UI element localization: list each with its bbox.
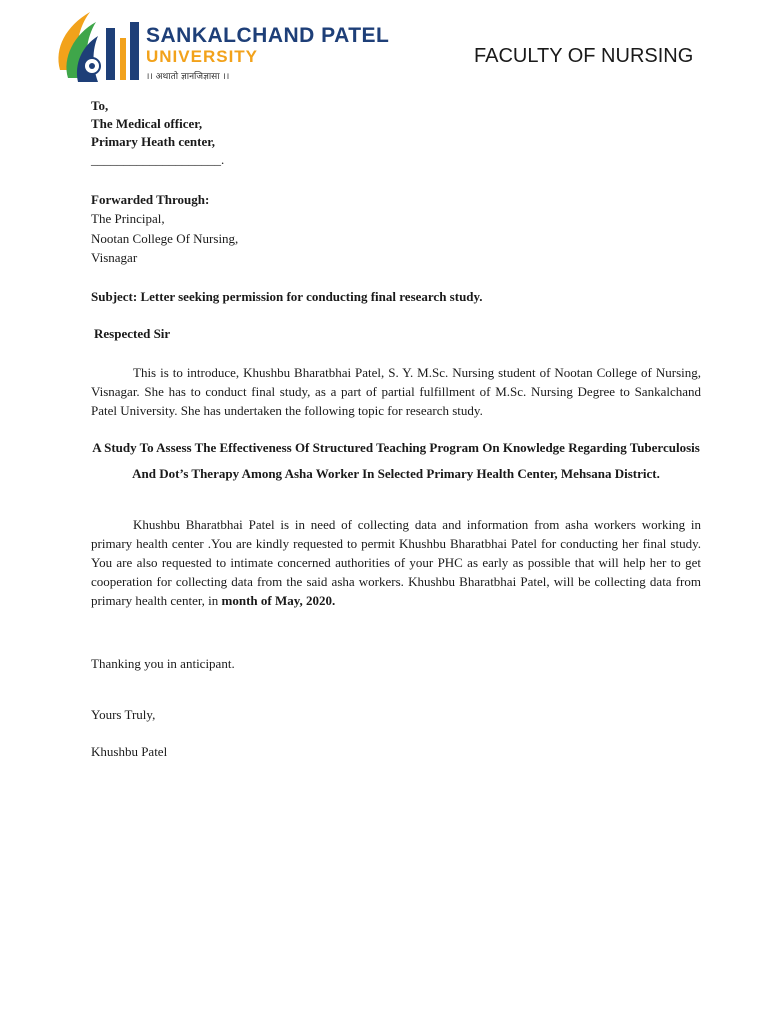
address-institution: Primary Heath center, <box>91 134 216 149</box>
university-name-line1: SANKALCHAND PATEL <box>146 24 390 47</box>
address-to: To, <box>91 98 109 113</box>
forwarded-line1: The Principal, <box>91 211 165 226</box>
forwarded-line2: Nootan College Of Nursing, <box>91 231 239 246</box>
address-blank-line: ____________________. <box>91 152 225 167</box>
request-date: month of May, 2020. <box>221 593 336 608</box>
address-recipient: The Medical officer, <box>91 116 203 131</box>
intro-paragraph: This is to introduce, Khushbu Bharatbhai Patel, S. Y. M.Sc. Nursing student of Nootan College of Nursing, Visnagar. She has to conduct final study, as a part of partial fulfillment of M.Sc. Nursing Degree to Sankalchand Patel University. She has undertaken the following topic for research study. <box>91 365 701 418</box>
request-paragraph <box>91 515 701 610</box>
study-title: A Study To Assess The Effectiveness Of Structured Teaching Program On Knowledge Regarding Tuberculosis And Dot’s Therapy Among Asha Worker In Selected Primary Health Center, Mehsana District. <box>92 440 700 481</box>
closing-thanks: Thanking you in anticipant. <box>91 656 235 671</box>
signature-name: Khushbu Patel <box>91 744 168 759</box>
university-emblem-icon <box>52 8 147 88</box>
faculty-title: FACULTY OF NURSING <box>474 45 694 67</box>
salutation: Respected Sir <box>94 326 171 341</box>
university-motto: ।। अथातो ज्ञानजिज्ञासा ।। <box>146 72 230 82</box>
request-text: Khushbu Bharatbhai Patel is in need of collecting data and information from asha workers working in primary health center .You are kindly requested to permit Khushbu Bharatbhai Patel for conducting her final study. You are also requested to intimate concerned authorities of your PHC as early as possible that will help her to get cooperation for collecting data from the said asha workers. Khushbu Bharatbhai Patel, will be collecting data from primary health center, in <box>91 517 701 608</box>
university-name-line2: UNIVERSITY <box>146 47 259 66</box>
closing-yours: Yours Truly, <box>91 707 156 722</box>
subject-line: Subject: Letter seeking permission for conducting final research study. <box>91 289 483 304</box>
forwarded-heading: Forwarded Through: <box>91 192 210 207</box>
forwarded-line3: Visnagar <box>91 250 138 265</box>
